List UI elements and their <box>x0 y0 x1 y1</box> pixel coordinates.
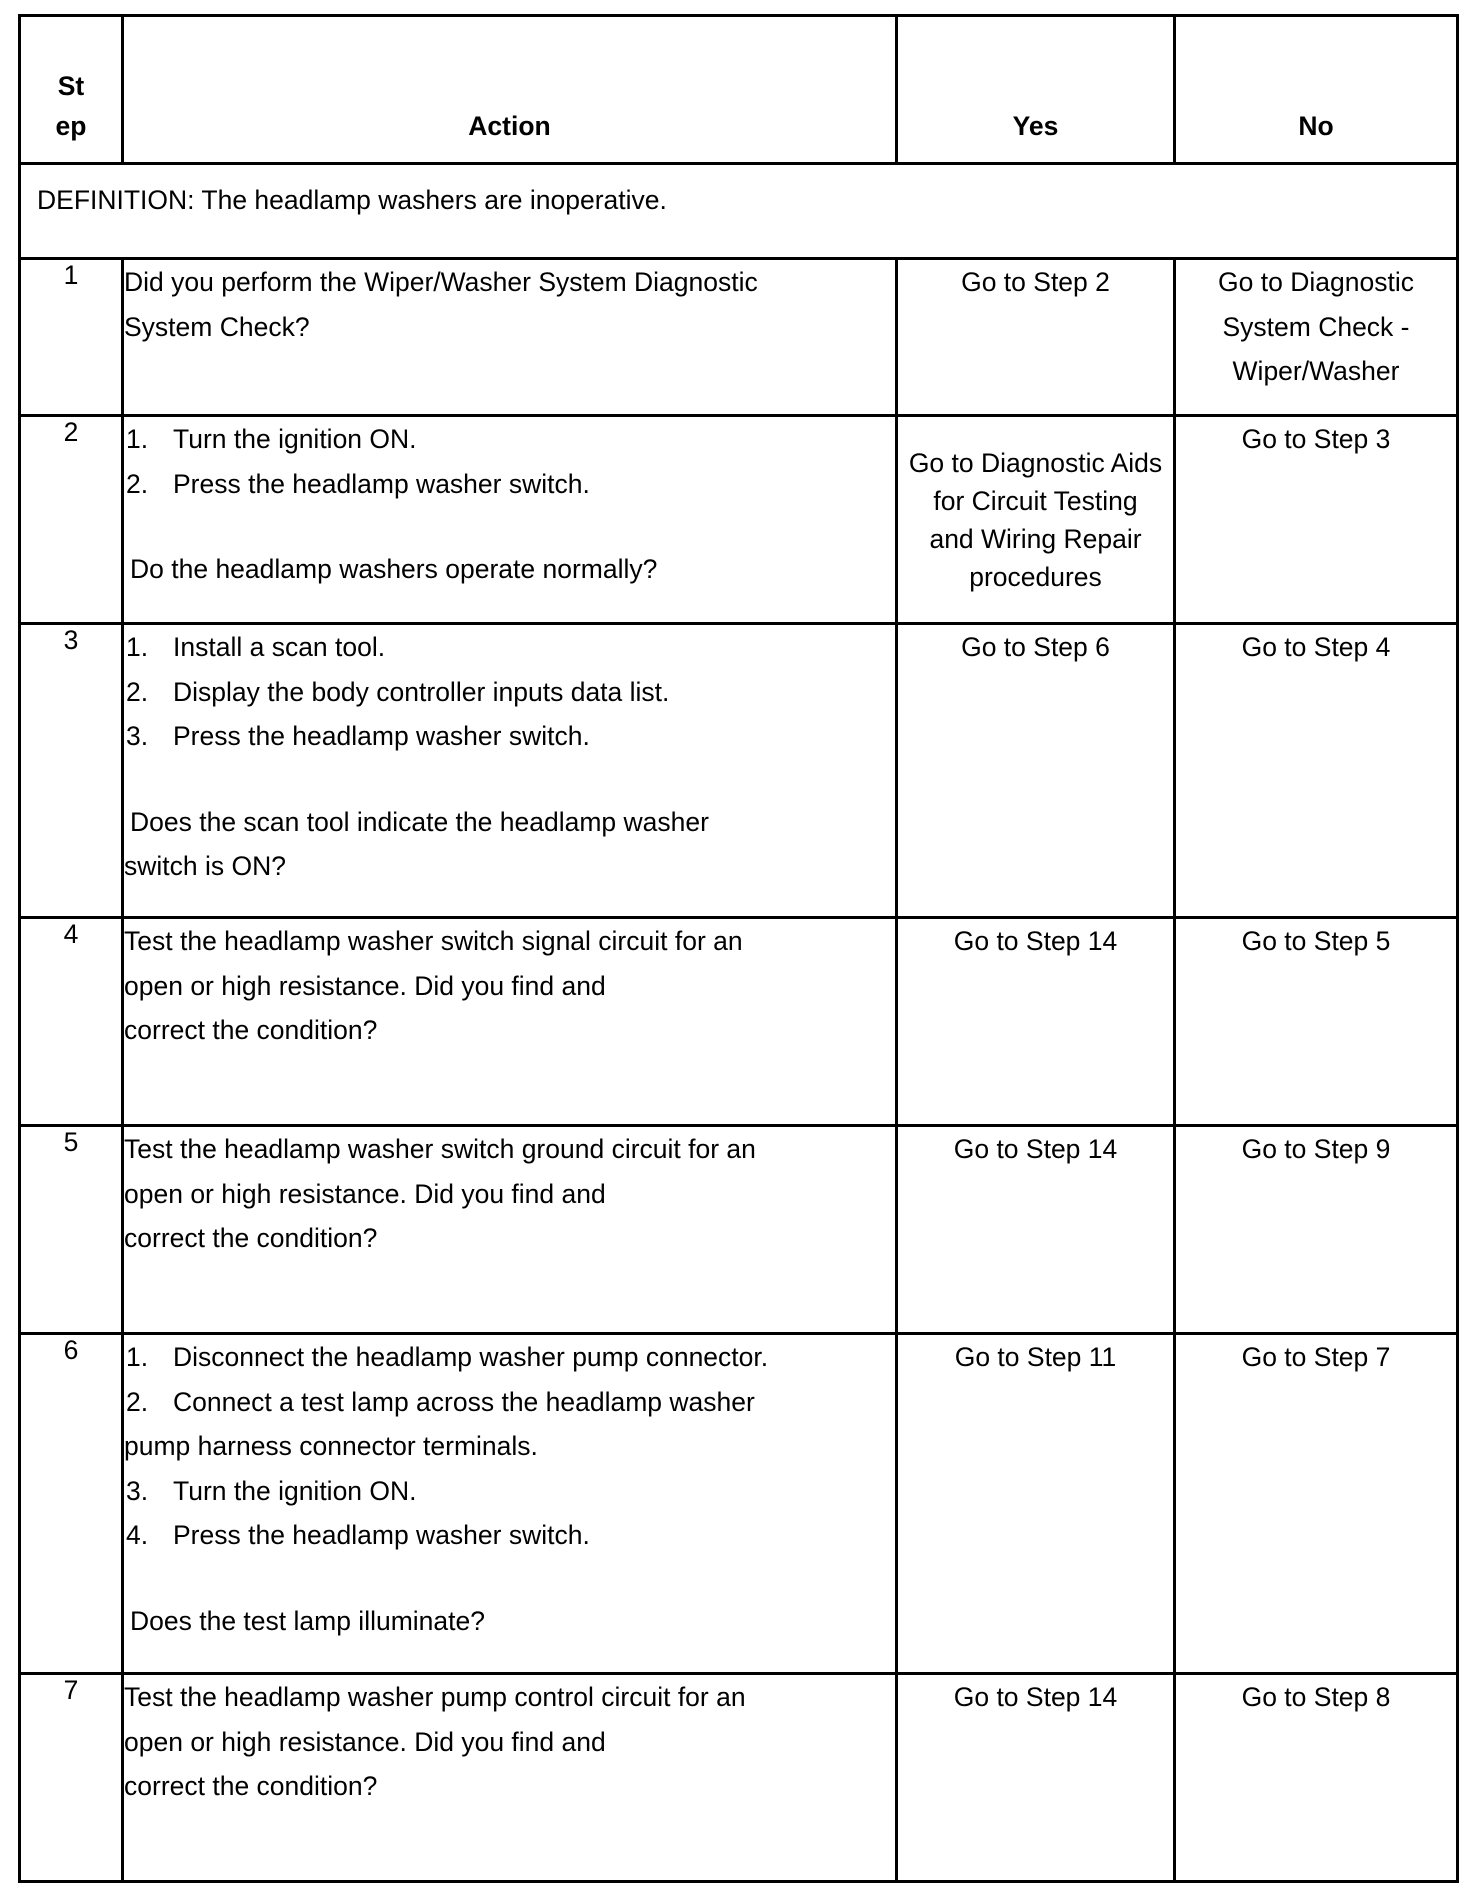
action-cell: Test the headlamp washer switch ground circuit for an open or high resistance. Did you find and correct the condition? <box>123 1126 897 1334</box>
table-row <box>20 1334 1458 1674</box>
table-row <box>20 259 1458 416</box>
table-row <box>20 918 1458 1126</box>
step-number: 7 <box>20 1674 123 1882</box>
definition-row <box>20 164 1458 259</box>
table-row <box>20 1126 1458 1334</box>
action-cell: Test the headlamp washer pump control circuit for an open or high resistance. Did you find and correct the condition? <box>123 1674 897 1882</box>
no-cell: Go to Step 8 <box>1175 1674 1458 1882</box>
no-cell: Go to Step 4 <box>1175 624 1458 918</box>
table-row <box>20 416 1458 624</box>
table-header-row <box>20 16 1458 164</box>
header-no: No <box>1175 16 1458 164</box>
no-cell: Go to Step 5 <box>1175 918 1458 1126</box>
step-number: 1 <box>20 259 123 416</box>
no-cell: Go to Step 9 <box>1175 1126 1458 1334</box>
no-cell: Go to Step 3 <box>1175 416 1458 624</box>
step-number: 2 <box>20 416 123 624</box>
yes-cell: Go to Step 14 <box>897 1126 1175 1334</box>
table-row <box>20 624 1458 918</box>
yes-cell: Go to Step 6 <box>897 624 1175 918</box>
header-action: Action <box>123 16 897 164</box>
step-number: 3 <box>20 624 123 918</box>
action-cell: 1. Turn the ignition ON. 2. Press the headlamp washer switch. Do the headlamp washers operate normally? <box>123 416 897 624</box>
action-cell: Did you perform the Wiper/Washer System Diagnostic System Check? <box>123 259 897 416</box>
yes-cell: Go to Step 14 <box>897 918 1175 1126</box>
step-number: 5 <box>20 1126 123 1334</box>
no-cell: Go to Diagnostic System Check - Wiper/Washer <box>1175 259 1458 416</box>
definition-text: DEFINITION: The headlamp washers are inoperative. <box>20 164 1458 259</box>
header-yes: Yes <box>897 16 1175 164</box>
step-number: 4 <box>20 918 123 1126</box>
diagnostic-table <box>18 14 1459 1883</box>
yes-cell: Go to Step 2 <box>897 259 1175 416</box>
action-cell: Test the headlamp washer switch signal circuit for an open or high resistance. Did you find and correct the condition? <box>123 918 897 1126</box>
yes-cell: Go to Step 14 <box>897 1674 1175 1882</box>
header-step: St ep <box>20 16 123 164</box>
action-cell: 1. Disconnect the headlamp washer pump connector. 2. Connect a test lamp across the headlamp washer pump harness connector terminals. 3. Turn the ignition ON. 4. Press the headlamp washer switch. Does the test lamp illuminate? <box>123 1334 897 1674</box>
yes-cell: Go to Step 11 <box>897 1334 1175 1674</box>
table-row <box>20 1674 1458 1882</box>
yes-cell: Go to Diagnostic Aids for Circuit Testing and Wiring Repair procedures <box>897 416 1175 624</box>
no-cell: Go to Step 7 <box>1175 1334 1458 1674</box>
action-cell: 1. Install a scan tool. 2. Display the body controller inputs data list. 3. Press the headlamp washer switch. Does the scan tool indicate the headlamp washer switch is ON? <box>123 624 897 918</box>
step-number: 6 <box>20 1334 123 1674</box>
